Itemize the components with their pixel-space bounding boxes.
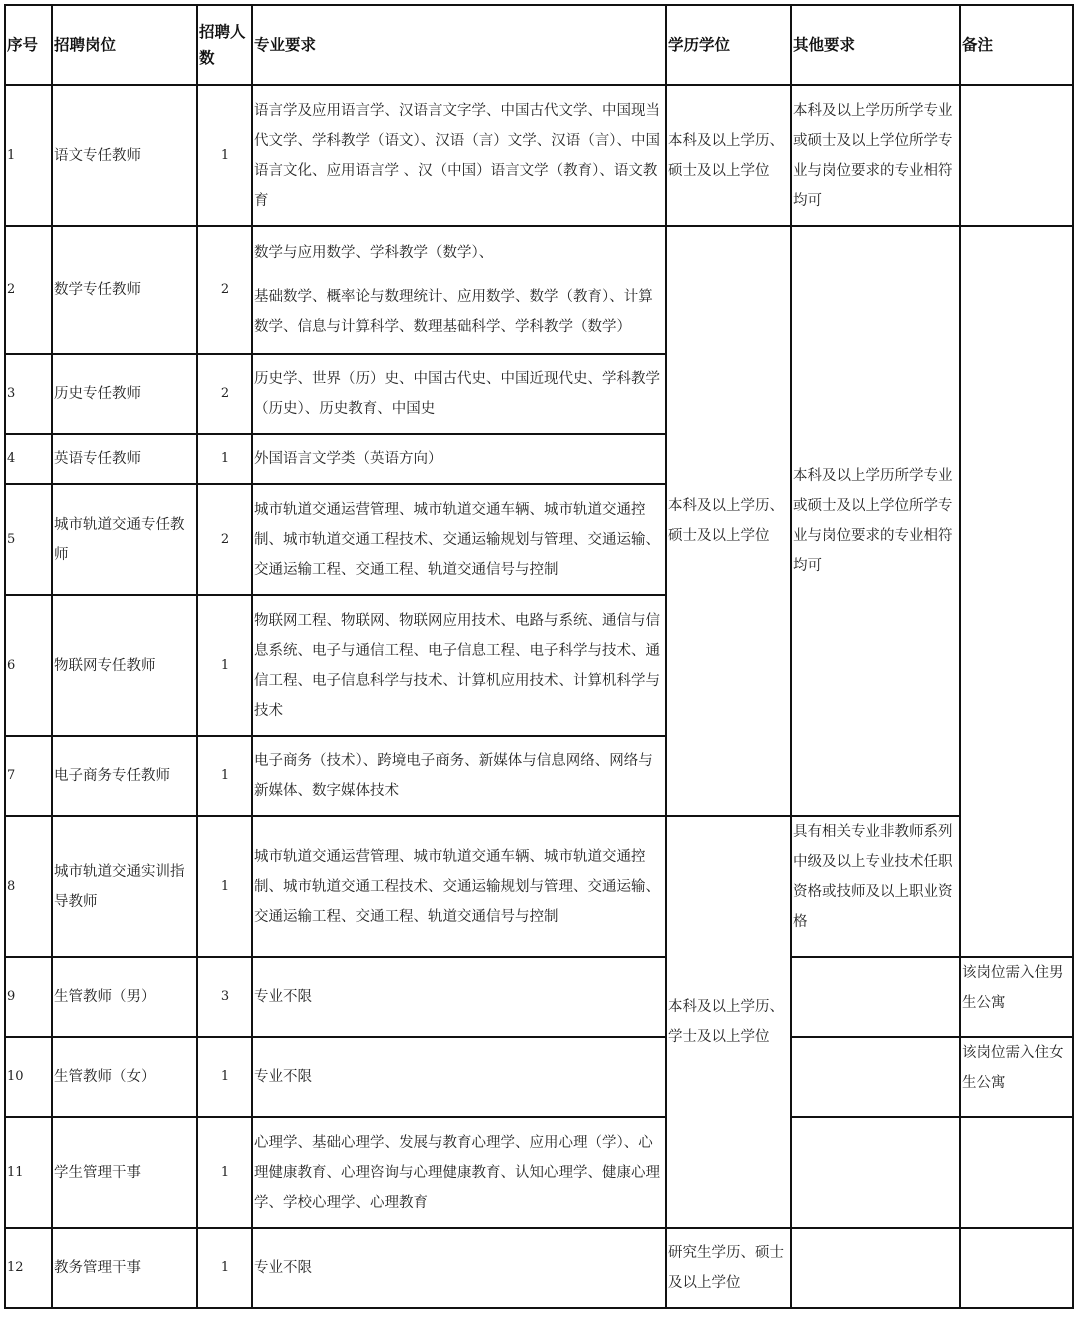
table-row <box>5 1037 1073 1117</box>
row-position: 生管教师（女） <box>52 1037 197 1117</box>
row-other <box>791 1228 960 1308</box>
table-row <box>5 226 1073 354</box>
row-major: 城市轨道交通运营管理、城市轨道交通车辆、城市轨道交通控制、城市轨道交通工程技术、交通运输规划与管理、交通运输、交通运输工程、交通工程、轨道交通信号与控制 <box>252 484 666 595</box>
row-degree: 研究生学历、硕士及以上学位 <box>666 1228 791 1308</box>
row-seq: 10 <box>5 1037 52 1117</box>
row-seq: 9 <box>5 957 52 1037</box>
row-count: 1 <box>197 434 252 484</box>
row-other: 具有相关专业非教师系列中级及以上专业技术任职资格或技师及以上职业资格 <box>791 816 960 957</box>
row-position: 城市轨道交通专任教师 <box>52 484 197 595</box>
table-row <box>5 1228 1073 1308</box>
row-other <box>791 957 960 1037</box>
row-major: 心理学、基础心理学、发展与教育心理学、应用心理（学）、心理健康教育、心理咨询与心理健康教育、认知心理学、健康心理学、学校心理学、心理教育 <box>252 1117 666 1228</box>
row-seq: 6 <box>5 595 52 736</box>
row-other <box>791 1117 960 1228</box>
row-position: 历史专任教师 <box>52 354 197 434</box>
row-position: 生管教师（男） <box>52 957 197 1037</box>
row-position: 语文专任教师 <box>52 85 197 226</box>
row-count: 2 <box>197 354 252 434</box>
row-position: 教务管理干事 <box>52 1228 197 1308</box>
row-major: 物联网工程、物联网、物联网应用技术、电路与系统、通信与信息系统、电子与通信工程、电子信息工程、电子科学与技术、通信工程、电子信息科学与技术、计算机应用技术、计算机科学与技术 <box>252 595 666 736</box>
row-remark: 该岗位需入住男生公寓 <box>960 957 1073 1037</box>
row-remark <box>960 1117 1073 1228</box>
header-seq: 序号 <box>5 5 52 85</box>
row-seq: 2 <box>5 226 52 354</box>
row-degree-merged: 本科及以上学历、硕士及以上学位 <box>666 226 791 816</box>
row-count: 1 <box>197 1037 252 1117</box>
row-seq: 7 <box>5 736 52 816</box>
row-count: 1 <box>197 1228 252 1308</box>
row-major: 专业不限 <box>252 957 666 1037</box>
row-remark <box>960 1228 1073 1308</box>
row-remark-merged <box>960 226 1073 957</box>
row-major: 城市轨道交通运营管理、城市轨道交通车辆、城市轨道交通控制、城市轨道交通工程技术、交通运输规划与管理、交通运输、交通运输工程、交通工程、轨道交通信号与控制 <box>252 816 666 957</box>
table-row <box>5 1117 1073 1228</box>
row-other <box>791 1037 960 1117</box>
row-seq: 12 <box>5 1228 52 1308</box>
row-count: 1 <box>197 816 252 957</box>
row-seq: 5 <box>5 484 52 595</box>
row-seq: 1 <box>5 85 52 226</box>
header-row <box>5 5 1073 85</box>
major-line-1: 数学与应用数学、学科教学（数学）、 <box>254 245 494 261</box>
row-seq: 4 <box>5 434 52 484</box>
row-remark: 该岗位需入住女生公寓 <box>960 1037 1073 1117</box>
row-other-merged: 本科及以上学历所学专业或硕士及以上学位所学专业与岗位要求的专业相符均可 <box>791 226 960 816</box>
table-row <box>5 85 1073 226</box>
header-other: 其他要求 <box>791 5 960 85</box>
row-degree-merged: 本科及以上学历、学士及以上学位 <box>666 816 791 1228</box>
header-major: 专业要求 <box>252 5 666 85</box>
row-major: 专业不限 <box>252 1228 666 1308</box>
row-count: 1 <box>197 85 252 226</box>
row-remark <box>960 85 1073 226</box>
row-major: 电子商务（技术）、跨境电子商务、新媒体与信息网络、网络与新媒体、数字媒体技术 <box>252 736 666 816</box>
row-degree: 本科及以上学历、硕士及以上学位 <box>666 85 791 226</box>
header-count: 招聘人数 <box>197 5 252 85</box>
row-count: 1 <box>197 1117 252 1228</box>
major-line-2: 基础数学、概率论与数理统计、应用数学、数学（教育）、计算数学、信息与计算科学、数理基础科学、学科教学（数学） <box>254 289 653 335</box>
row-major: 语言学及应用语言学、汉语言文字学、中国古代文学、中国现当代文学、学科教学（语文）、汉语（言）文学、汉语（言）、中国语言文化、应用语言学 、汉（中国）语言文学（教育）、语文教育 <box>252 85 666 226</box>
row-seq: 11 <box>5 1117 52 1228</box>
row-count: 2 <box>197 226 252 354</box>
header-remark: 备注 <box>960 5 1073 85</box>
row-count: 1 <box>197 595 252 736</box>
row-position: 数学专任教师 <box>52 226 197 354</box>
row-major: 专业不限 <box>252 1037 666 1117</box>
row-major: 历史学、世界（历）史、中国古代史、中国近现代史、学科教学（历史）、历史教育、中国史 <box>252 354 666 434</box>
row-other: 本科及以上学历所学专业或硕士及以上学位所学专业与岗位要求的专业相符均可 <box>791 85 960 226</box>
row-position: 英语专任教师 <box>52 434 197 484</box>
header-degree: 学历学位 <box>666 5 791 85</box>
row-seq: 8 <box>5 816 52 957</box>
row-major <box>252 226 666 354</box>
row-position: 物联网专任教师 <box>52 595 197 736</box>
table-row <box>5 816 1073 957</box>
recruitment-table-wrapper <box>4 4 1074 1309</box>
row-count: 3 <box>197 957 252 1037</box>
header-position: 招聘岗位 <box>52 5 197 85</box>
recruitment-table <box>4 4 1074 1309</box>
row-major: 外国语言文学类（英语方向） <box>252 434 666 484</box>
row-position: 学生管理干事 <box>52 1117 197 1228</box>
row-position: 电子商务专任教师 <box>52 736 197 816</box>
row-count: 2 <box>197 484 252 595</box>
row-seq: 3 <box>5 354 52 434</box>
row-position: 城市轨道交通实训指导教师 <box>52 816 197 957</box>
row-count: 1 <box>197 736 252 816</box>
table-row <box>5 957 1073 1037</box>
